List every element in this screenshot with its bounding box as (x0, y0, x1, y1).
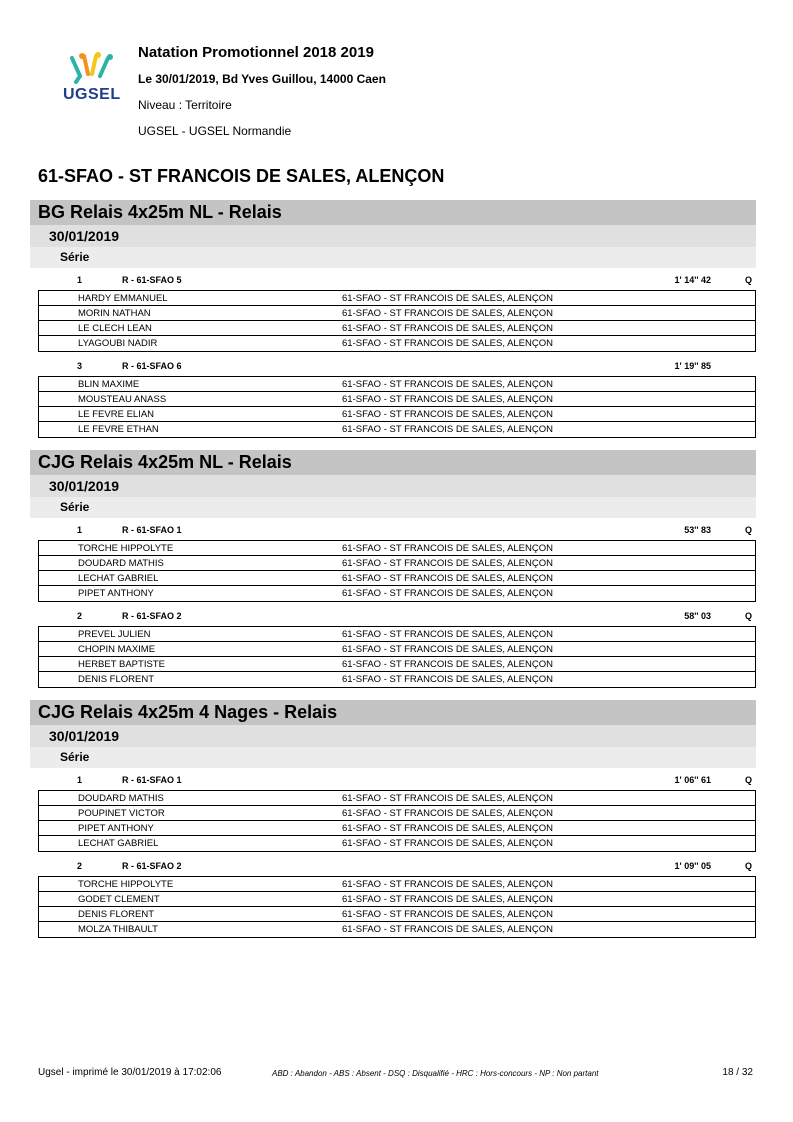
team-members-table (38, 540, 756, 602)
table-row (39, 321, 755, 336)
event-serie: Série (30, 497, 756, 518)
team-members-table (38, 290, 756, 352)
team-qualified: Q (744, 275, 752, 285)
event-title: CJG Relais 4x25m 4 Nages - Relais (30, 700, 756, 725)
swimmer-club: 61-SFAO - ST FRANCOIS DE SALES, ALENÇON (342, 823, 553, 834)
team-qualified: Q (744, 861, 752, 871)
relay-team (30, 854, 756, 938)
swimmer-name: PIPET ANTHONY (78, 823, 154, 834)
relay-team-header (30, 354, 756, 376)
swimmer-club: 61-SFAO - ST FRANCOIS DE SALES, ALENÇON (342, 644, 553, 655)
swimmer-name: DENIS FLORENT (78, 674, 155, 685)
swimmer-club: 61-SFAO - ST FRANCOIS DE SALES, ALENÇON (342, 674, 553, 685)
swimmer-name: MOLZA THIBAULT (78, 924, 158, 935)
swimmer-club: 61-SFAO - ST FRANCOIS DE SALES, ALENÇON (342, 308, 553, 319)
table-row (39, 907, 755, 922)
team-name: R - 61-SFAO 5 (122, 275, 182, 285)
swimmer-club: 61-SFAO - ST FRANCOIS DE SALES, ALENÇON (342, 409, 553, 420)
table-row (39, 392, 755, 407)
event-title: CJG Relais 4x25m NL - Relais (30, 450, 756, 475)
table-row (39, 627, 755, 642)
team-rank: 1 (77, 775, 83, 785)
swimmer-club: 61-SFAO - ST FRANCOIS DE SALES, ALENÇON (342, 588, 553, 599)
table-row (39, 336, 755, 351)
team-name: R - 61-SFAO 1 (122, 775, 182, 785)
table-row (39, 306, 755, 321)
team-qualified: Q (744, 525, 752, 535)
team-time: 58'' 03 (684, 611, 711, 621)
ugsel-logo (62, 52, 126, 108)
abbreviation-legend: ABD : Abandon - ABS : Absent - DSQ : Disqualifié - HRC : Hors-concours - NP : Non partant (272, 1069, 599, 1078)
swimmer-club: 61-SFAO - ST FRANCOIS DE SALES, ALENÇON (342, 629, 553, 640)
swimmer-name: MOUSTEAU ANASS (78, 394, 167, 405)
table-row (39, 892, 755, 907)
swimmer-name: MORIN NATHAN (78, 308, 151, 319)
table-row (39, 791, 755, 806)
relay-team-header (30, 854, 756, 876)
team-name: R - 61-SFAO 6 (122, 361, 182, 371)
team-members-table (38, 376, 756, 438)
event-title: BG Relais 4x25m NL - Relais (30, 200, 756, 225)
swimmer-name: TORCHE HIPPOLYTE (78, 879, 174, 890)
swimmer-club: 61-SFAO - ST FRANCOIS DE SALES, ALENÇON (342, 573, 553, 584)
table-row (39, 836, 755, 851)
team-name: R - 61-SFAO 1 (122, 525, 182, 535)
table-row (39, 541, 755, 556)
relay-team (30, 604, 756, 688)
relay-team (30, 268, 756, 352)
swimmer-club: 61-SFAO - ST FRANCOIS DE SALES, ALENÇON (342, 879, 553, 890)
swimmer-club: 61-SFAO - ST FRANCOIS DE SALES, ALENÇON (342, 924, 553, 935)
table-row (39, 407, 755, 422)
relay-team-header (30, 768, 756, 790)
event-section (30, 450, 756, 688)
competition-level: Niveau : Territoire (138, 98, 232, 112)
swimmer-name: LE CLECH LEAN (78, 323, 152, 334)
team-rank: 1 (77, 525, 83, 535)
event-date: 30/01/2019 (30, 475, 756, 497)
swimmer-club: 61-SFAO - ST FRANCOIS DE SALES, ALENÇON (342, 293, 553, 304)
swimmer-name: TORCHE HIPPOLYTE (78, 543, 174, 554)
swimmer-club: 61-SFAO - ST FRANCOIS DE SALES, ALENÇON (342, 793, 553, 804)
table-row (39, 672, 755, 687)
page-number: 18 / 32 (722, 1067, 753, 1078)
event-section (30, 200, 756, 438)
table-row (39, 806, 755, 821)
table-row (39, 821, 755, 836)
swimmer-name: LYAGOUBI NADIR (78, 338, 158, 349)
swimmer-club: 61-SFAO - ST FRANCOIS DE SALES, ALENÇON (342, 659, 553, 670)
swimmer-name: LE FEVRE ETHAN (78, 424, 159, 435)
swimmer-name: HARDY EMMANUEL (78, 293, 168, 304)
swimmer-club: 61-SFAO - ST FRANCOIS DE SALES, ALENÇON (342, 424, 553, 435)
swimmer-name: GODET CLEMENT (78, 894, 160, 905)
team-rank: 1 (77, 275, 83, 285)
swimmer-club: 61-SFAO - ST FRANCOIS DE SALES, ALENÇON (342, 394, 553, 405)
swimmer-name: POUPINET VICTOR (78, 808, 165, 819)
relay-team-header (30, 604, 756, 626)
swimmer-club: 61-SFAO - ST FRANCOIS DE SALES, ALENÇON (342, 909, 553, 920)
swimmer-name: DOUDARD MATHIS (78, 793, 164, 804)
team-time: 53'' 83 (684, 525, 711, 535)
swimmer-club: 61-SFAO - ST FRANCOIS DE SALES, ALENÇON (342, 379, 553, 390)
team-time: 1' 19'' 85 (674, 361, 711, 371)
competition-organization: UGSEL - UGSEL Normandie (138, 124, 292, 138)
table-row (39, 877, 755, 892)
table-row (39, 556, 755, 571)
team-name: R - 61-SFAO 2 (122, 861, 182, 871)
event-serie: Série (30, 247, 756, 268)
swimmer-club: 61-SFAO - ST FRANCOIS DE SALES, ALENÇON (342, 338, 553, 349)
events-list (30, 200, 756, 950)
team-members-table (38, 790, 756, 852)
swimmer-name: DOUDARD MATHIS (78, 558, 164, 569)
relay-team-header (30, 518, 756, 540)
competition-date-location: Le 30/01/2019, Bd Yves Guillou, 14000 Caen (138, 72, 386, 86)
logo-text: UGSEL (63, 86, 121, 103)
team-qualified: Q (744, 775, 752, 785)
team-time: 1' 06'' 61 (674, 775, 711, 785)
document-header (0, 0, 793, 150)
swimmer-club: 61-SFAO - ST FRANCOIS DE SALES, ALENÇON (342, 323, 553, 334)
swimmer-club: 61-SFAO - ST FRANCOIS DE SALES, ALENÇON (342, 808, 553, 819)
team-time: 1' 14'' 42 (674, 275, 711, 285)
swimmer-name: LECHAT GABRIEL (78, 838, 159, 849)
event-date: 30/01/2019 (30, 725, 756, 747)
table-row (39, 657, 755, 672)
swimmer-name: CHOPIN MAXIME (78, 644, 156, 655)
table-row (39, 922, 755, 937)
swimmer-name: BLIN MAXIME (78, 379, 140, 390)
swimmer-name: PREVEL JULIEN (78, 629, 151, 640)
team-rank: 2 (77, 861, 83, 871)
team-rank: 3 (77, 361, 83, 371)
team-members-table (38, 626, 756, 688)
competition-title: Natation Promotionnel 2018 2019 (138, 44, 374, 61)
relay-team (30, 518, 756, 602)
event-serie: Série (30, 747, 756, 768)
relay-team-header (30, 268, 756, 290)
swimmer-club: 61-SFAO - ST FRANCOIS DE SALES, ALENÇON (342, 558, 553, 569)
table-row (39, 586, 755, 601)
swimmer-name: LE FEVRE ELIAN (78, 409, 155, 420)
relay-team (30, 768, 756, 852)
ugsel-figures-icon (62, 52, 126, 88)
event-date: 30/01/2019 (30, 225, 756, 247)
document-footer (0, 1060, 793, 1090)
team-rank: 2 (77, 611, 83, 621)
table-row (39, 291, 755, 306)
table-row (39, 571, 755, 586)
relay-team (30, 354, 756, 438)
swimmer-club: 61-SFAO - ST FRANCOIS DE SALES, ALENÇON (342, 543, 553, 554)
printed-timestamp: Ugsel - imprimé le 30/01/2019 à 17:02:06 (38, 1067, 222, 1078)
event-section (30, 700, 756, 938)
swimmer-name: HERBET BAPTISTE (78, 659, 165, 670)
team-time: 1' 09'' 05 (674, 861, 711, 871)
swimmer-name: LECHAT GABRIEL (78, 573, 159, 584)
table-row (39, 422, 755, 437)
club-title: 61-SFAO - ST FRANCOIS DE SALES, ALENÇON (38, 166, 445, 186)
team-qualified: Q (744, 611, 752, 621)
swimmer-name: DENIS FLORENT (78, 909, 155, 920)
table-row (39, 377, 755, 392)
swimmer-name: PIPET ANTHONY (78, 588, 154, 599)
table-row (39, 642, 755, 657)
swimmer-club: 61-SFAO - ST FRANCOIS DE SALES, ALENÇON (342, 838, 553, 849)
team-name: R - 61-SFAO 2 (122, 611, 182, 621)
team-members-table (38, 876, 756, 938)
swimmer-club: 61-SFAO - ST FRANCOIS DE SALES, ALENÇON (342, 894, 553, 905)
